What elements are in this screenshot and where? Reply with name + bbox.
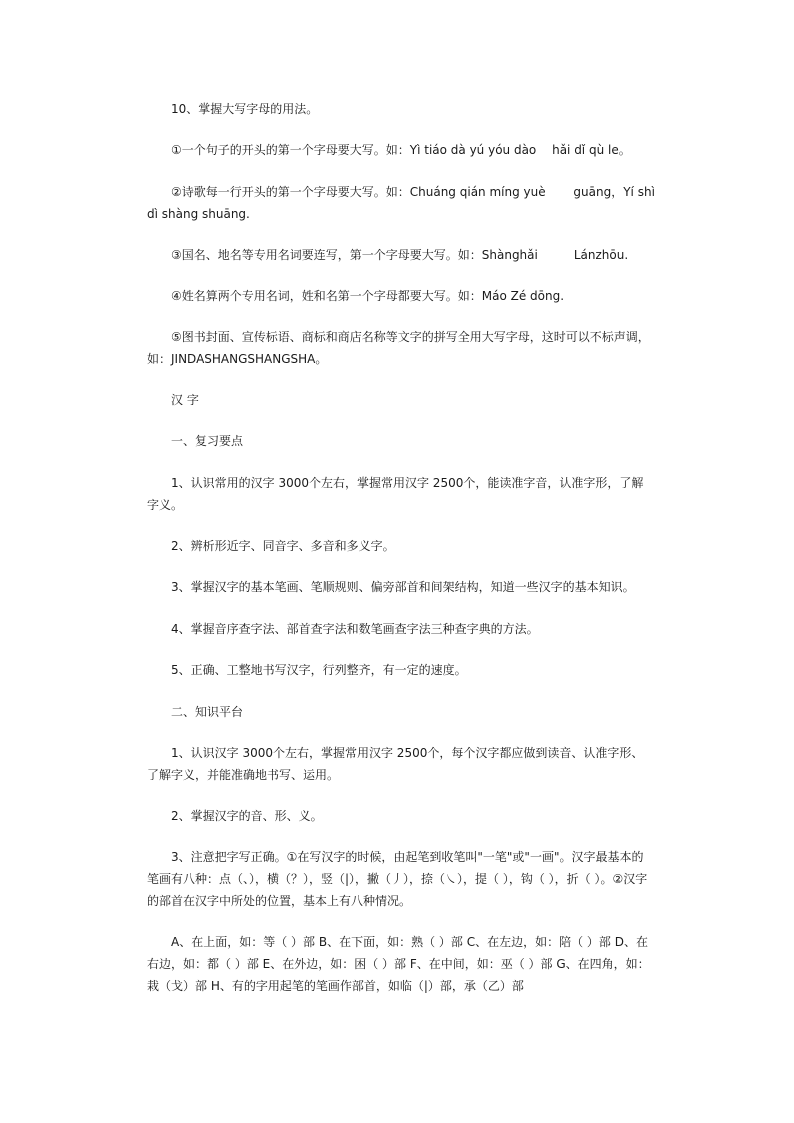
paragraph-rule-5: ⑤图书封面、宣传标语、商标和商店名称等文字的拼写全用大写字母，这时可以不标声调，如：JINDASHANGSHANGSHA。 — [147, 330, 650, 366]
paragraph-rule-3: ③国名、地名等专用名词要连写，第一个字母要大写。如：Shànghǎi Lánzhōu. — [171, 248, 629, 262]
paragraph-review-5: 5、正确、工整地书写汉字，行列整齐，有一定的速度。 — [171, 663, 467, 677]
paragraph-section-10: 10、掌握大写字母的用法。 — [171, 102, 319, 116]
paragraph-rule-4: ④姓名算两个专用名词，姓和名第一个字母都要大写。如：Máo Zé dōng. — [171, 289, 565, 303]
paragraph-radical-positions: A、在上面，如：等（ ）部 B、在下面，如：熟（ ）部 C、在左边，如：陪（ ）部 D、在右边，如：都（ ）部 E、在外边，如：困（ ）部 F、在中间，如：巫（ ）部 G、在四角，如：栽（戈）部 H、有的字用起笔的笔画作部首，如临（|）部，承（乙）部 — [147, 935, 650, 993]
paragraph-rule-2: ②诗歌每一行开头的第一个字母要大写。如：Chuáng qián míng yuè guāng，Yí shì dì shàng shuāng. — [147, 185, 655, 221]
paragraph-knowledge-3: 3、注意把字写正确。①在写汉字的时候，由起笔到收笔叫"一笔"或"一画"。汉字最基本的笔画有八种：点（、），横（？），竖（|），撇（丿），捺（㇏），提（ ），钩（ ），折（ ）。②汉字的部首在汉字中所处的位置，基本上有八种情况。 — [147, 850, 648, 908]
paragraph-review-2: 2、辨析形近字、同音字、多音和多义字。 — [171, 539, 395, 553]
paragraph-knowledge-1: 1、认识汉字 3000个左右，掌握常用汉字 2500个，每个汉字都应做到读音、认准字形、了解字义，并能准确地书写、运用。 — [147, 746, 644, 782]
subheading-review-points: 一、复习要点 — [171, 434, 244, 448]
paragraph-rule-1: ①一个句子的开头的第一个字母要大写。如：Yì tiáo dà yú yóu dào hǎi dǐ qù le。 — [171, 143, 631, 157]
paragraph-review-3: 3、掌握汉字的基本笔画、笔顺规则、偏旁部首和间架结构，知道一些汉字的基本知识。 — [171, 580, 635, 594]
section-heading-hanzi: 汉 字 — [171, 393, 199, 407]
paragraph-review-4: 4、掌握音序查字法、部首查字法和数笔画查字法三种查字典的方法。 — [171, 622, 539, 636]
subheading-knowledge: 二、知识平台 — [171, 705, 244, 719]
paragraph-knowledge-2: 2、掌握汉字的音、形、义。 — [171, 809, 323, 823]
paragraph-review-1: 1、认识常用的汉字 3000个左右，掌握常用汉字 2500个，能读准字音，认准字形，了解字义。 — [147, 476, 644, 512]
